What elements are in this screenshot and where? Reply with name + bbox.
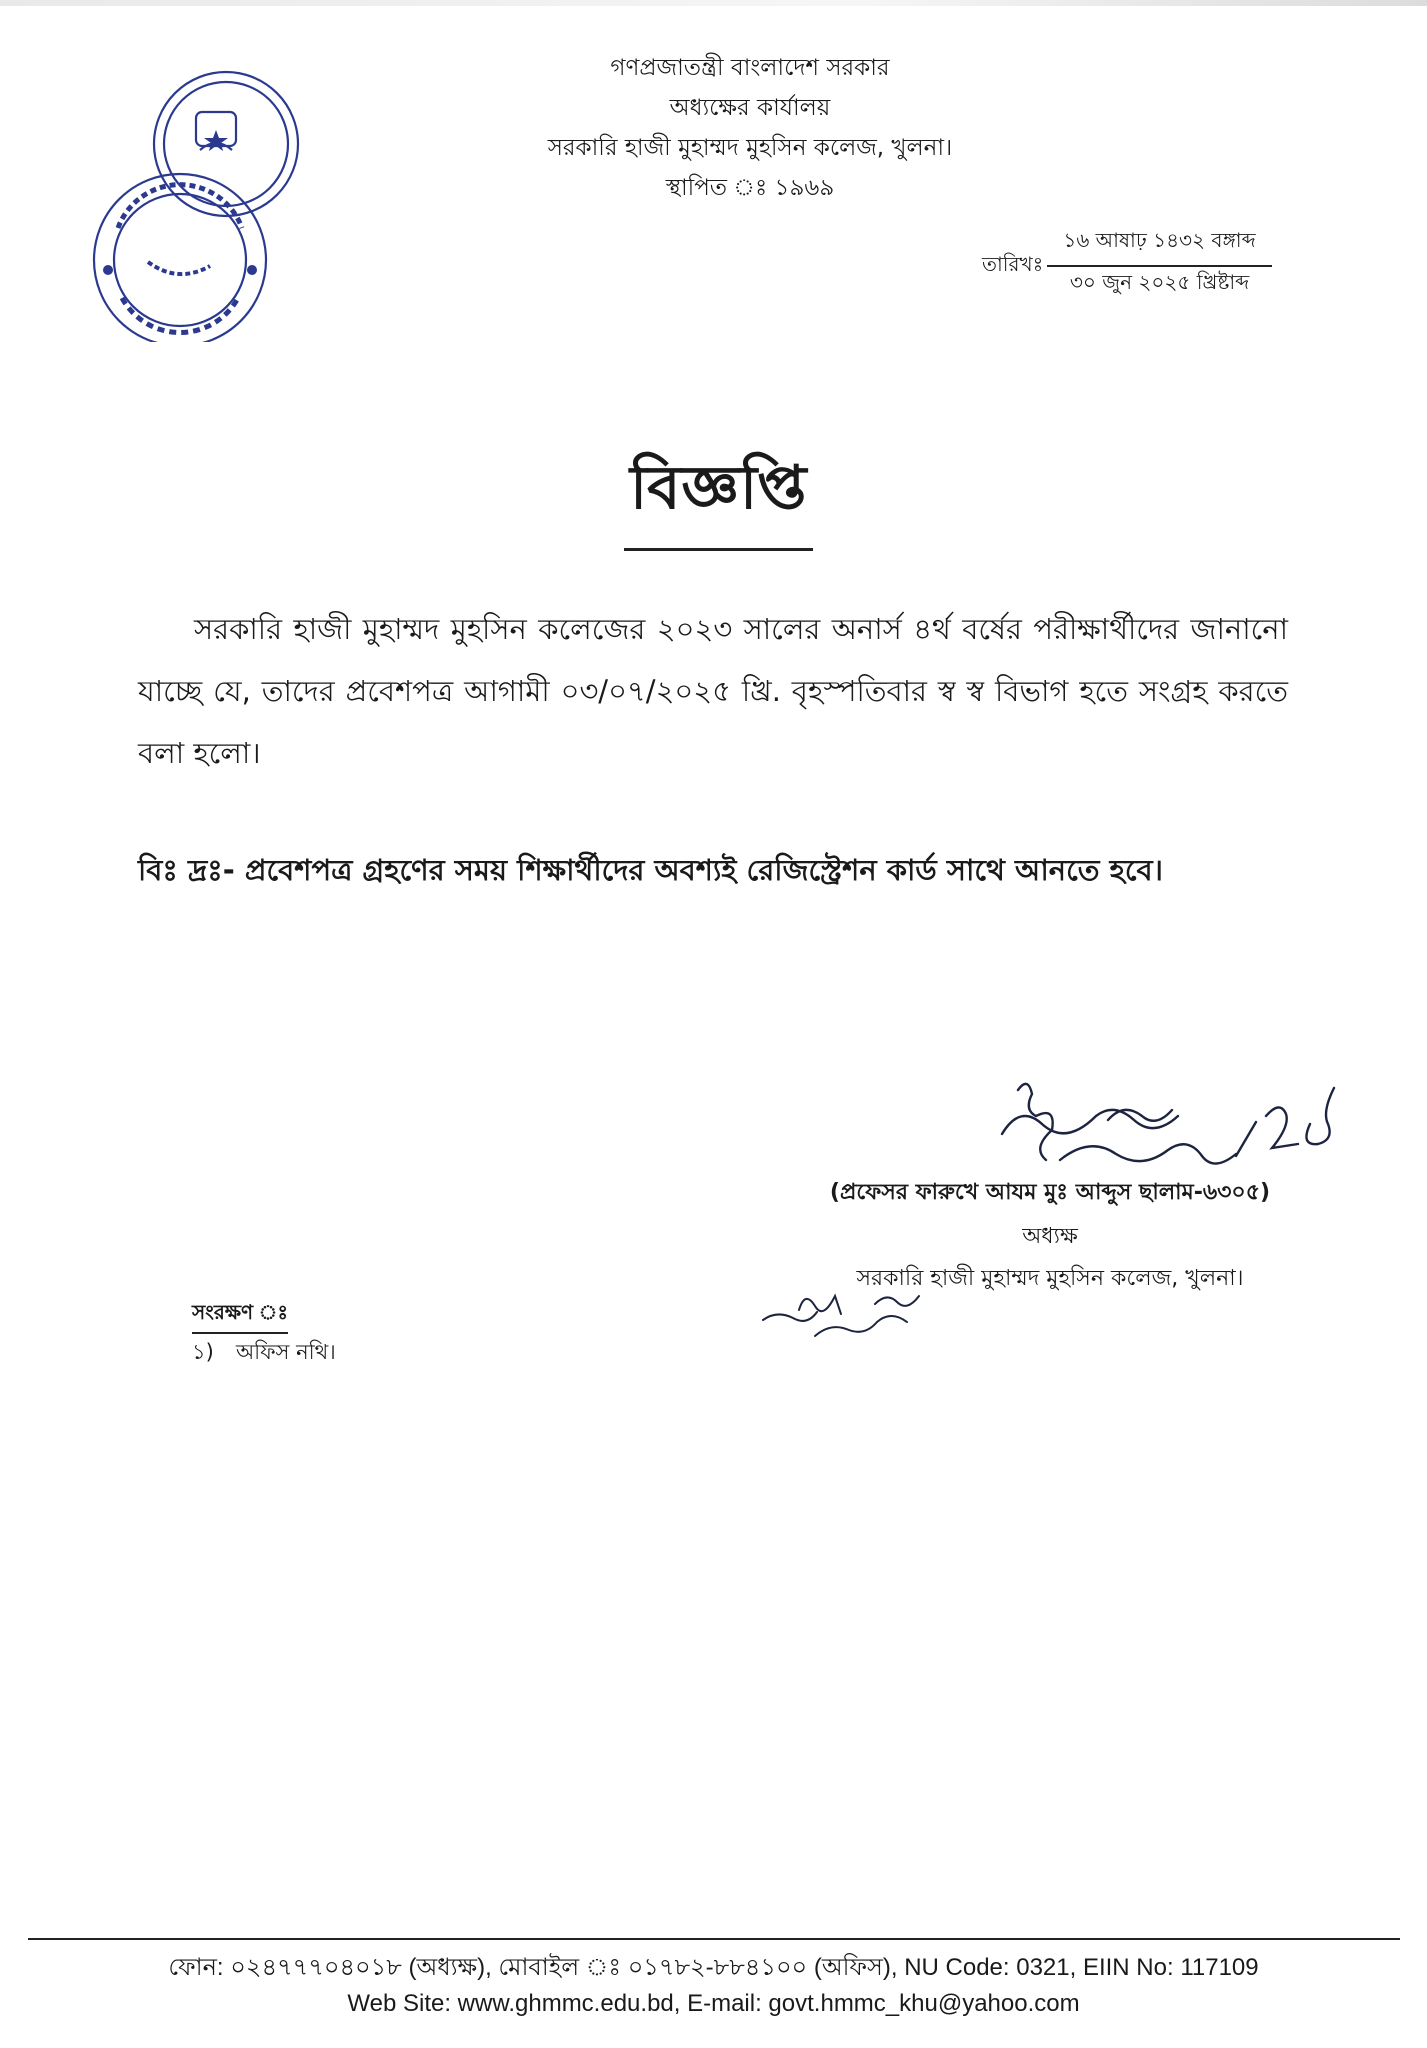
office-header [420, 48, 1080, 208]
archive-heading: সংরক্ষণ ঃ [192, 1298, 288, 1334]
footer-contact: ফোন: ০২৪৭৭৭০৪০১৮ (অধ্যক্ষ), মোবাইল ঃ ০১৭৮২-৮৮৪১০০ (অফিস), NU Code: 0321, EIIN No: 117109 [168, 1954, 1259, 1981]
list-item-number: ১) [192, 1340, 214, 1364]
scan-edge [0, 0, 1427, 6]
date-gregorian: ৩০ জুন ২০২৫ খ্রিষ্টাব্দ [1069, 270, 1250, 294]
notice-body [138, 598, 1288, 784]
list-item [192, 1336, 336, 1371]
notice-body-text: সরকারি হাজী মুহাম্মদ মুহসিন কলেজের ২০২৩ সালের অনার্স ৪র্থ বর্ষের পরীক্ষার্থীদের জানানো যাচ্ছে যে, তাদের প্রবেশপত্র আগামী ০৩/০৭/২০২৫ খ্রি. বৃহস্পতিবার স্ব স্ব বিভাগ হতে সংগ্রহ করতে বলা হলো। [138, 612, 1288, 770]
footer [0, 1950, 1427, 2022]
date-bangla: ১৬ আষাঢ় ১৪৩২ বঙ্গাব্দ [1047, 226, 1272, 267]
signatory-college: সরকারি হাজী মুহাম্মদ মুহসিন কলেজ, খুলনা। [856, 1266, 1244, 1291]
office-name: অধ্যক্ষের কার্যালয় [669, 95, 831, 121]
college-name: সরকারি হাজী মুহাম্মদ মুহসিন কলেজ, খুলনা। [547, 135, 953, 161]
date-block [982, 226, 1302, 306]
signatory-title: অধ্যক্ষ [1022, 1224, 1078, 1249]
footer-divider [28, 1938, 1400, 1940]
established-year: স্থাপিত ঃ ১৯৬৯ [665, 175, 835, 201]
notice-title: বিজ্ঞপ্তি [624, 442, 813, 551]
handwritten-initials-icon [755, 1270, 945, 1350]
college-seal-icon [78, 52, 308, 342]
notice-note: বিঃ দ্রঃ- প্রবেশপত্র গ্রহণের সময় শিক্ষার্থীদের অবশ্যই রেজিস্ট্রেশন কার্ড সাথে আনতে হবে। [138, 853, 1163, 887]
government-name: গণপ্রজাতন্ত্রী বাংলাদেশ সরকার [610, 55, 890, 81]
date-label: তারিখঃ [982, 252, 1044, 276]
signatory-name: (প্রফেসর ফারুখে আযম মুঃ আব্দুস ছালাম-৬৩০৫) [829, 1180, 1271, 1205]
footer-web: Web Site: www.ghmmc.edu.bd, E-mail: govt.hmmc_khu@yahoo.com [347, 1990, 1080, 2017]
list-item-text: অফিস নথি। [236, 1340, 336, 1364]
